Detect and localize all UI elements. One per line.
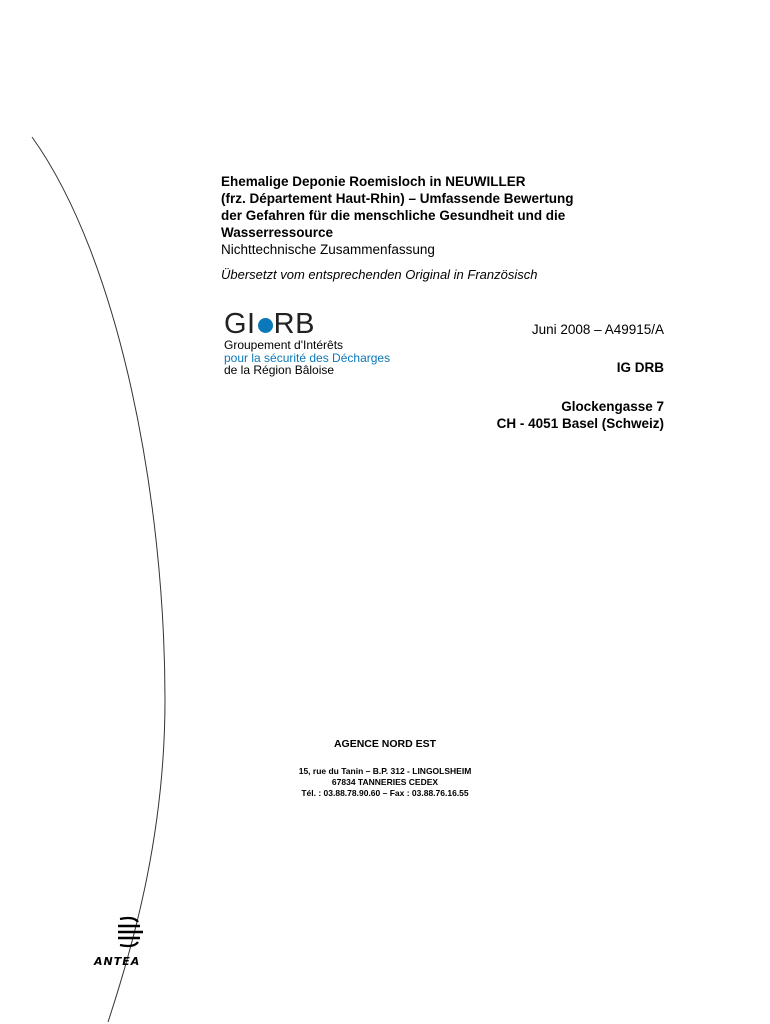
antea-logo-icon xyxy=(116,916,146,948)
antea-logo xyxy=(94,916,166,968)
title-line-3: der Gefahren für die menschliche Gesundheit und die xyxy=(221,208,566,223)
agency-contact: Tél. : 03.88.78.90.60 – Fax : 03.88.76.16.55 xyxy=(301,788,469,798)
client-street: Glockengasse 7 xyxy=(561,399,664,414)
date-reference: Juni 2008 – A49915/A xyxy=(531,322,664,337)
logo-line-3: de la Région Bâloise xyxy=(224,363,335,377)
agency-address-line-2: 67834 TANNERIES CEDEX xyxy=(331,777,439,787)
title-line-4: Wasserressource xyxy=(221,225,334,240)
giderb-logo xyxy=(224,309,424,377)
client-address xyxy=(497,398,664,432)
logo-dot-icon xyxy=(258,318,273,333)
title-block xyxy=(221,173,641,295)
antea-logo-text: ANTEA xyxy=(94,955,141,968)
logo-word-left: GI xyxy=(224,308,256,340)
agency-name: AGENCE NORD EST xyxy=(333,738,437,750)
title-line-1: Ehemalige Deponie Roemisloch in NEUWILLER xyxy=(221,174,526,189)
agency-address xyxy=(0,766,770,799)
client-city: CH - 4051 Basel (Schweiz) xyxy=(496,416,664,431)
logo-line-2: pour la sécurité des Décharges xyxy=(224,350,391,365)
logo-wordmark xyxy=(224,309,424,339)
logo-line-1: Groupement d'Intérêts xyxy=(224,338,344,352)
logo-word-right: RB xyxy=(273,308,315,340)
agency-address-line-1: 15, rue du Tanin – B.P. 312 - LINGOLSHEIM xyxy=(298,766,472,776)
translation-note: Übersetzt vom entsprechenden Original in Französisch xyxy=(221,267,538,282)
title-line-2: (frz. Département Haut-Rhin) – Umfassende Bewertung xyxy=(221,191,574,206)
subtitle: Nichttechnische Zusammenfassung xyxy=(221,242,435,257)
client-name: IG DRB xyxy=(616,360,664,375)
